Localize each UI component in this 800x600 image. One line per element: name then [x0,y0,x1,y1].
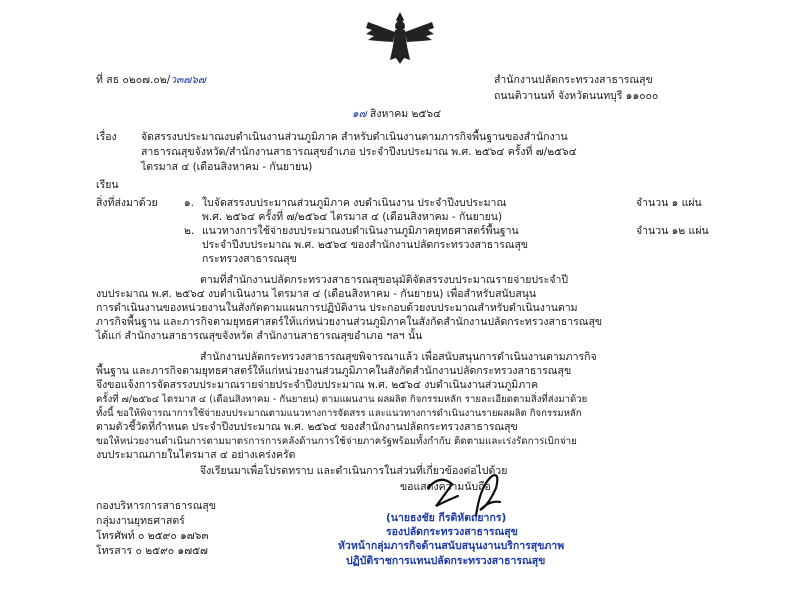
enclosure-2-line3: กระทรวงสาธารณสุข [202,253,297,265]
subject-line-3: ไตรมาส ๔ (เดือนสิงหาคม - กันยายน) [141,161,313,173]
signer-name: (นายธงชัย กีรติหัตถยากร) [386,512,507,524]
enclosure-1-qty: จำนวน ๑ แผ่น [636,197,702,209]
para1-line3: การดำเนินงานของหน่วยงานในสังกัดตามแผนการปฏิบัติงาน ประกอบด้วยงบประมาณสำหรับดำเนินงานตาม [96,302,578,314]
para2-line7: ขอให้หน่วยงานดำเนินการตามมาตรการการคลังด้านการใช้จ่ายภาครัฐพร้อมทั้งกำกับ ติดตามและเร่งรัดการเบิกจ่าย [96,436,577,447]
subject-label: เรื่อง [96,131,117,143]
enclosure-1-line1: ใบจัดสรรงบประมาณส่วนภูมิภาค งบดำเนินงาน ประจำปีงบประมาณ [202,197,507,209]
contact-dept-2: กลุ่มงานยุทธศาสตร์ [96,515,185,527]
subject-line-1: จัดสรรงบประมาณงบดำเนินงานส่วนภูมิภาค สำหรับดำเนินงานตามภารกิจพื้นฐานของสำนักงาน [141,131,568,143]
regards: ขอแสดงความนับถือ [400,481,491,493]
para1-line2: งบประมาณ พ.ศ. ๒๕๖๔ งบดำเนินงาน ไตรมาส ๔ (เดือนสิงหาคม - กันยายน) เพื่อสำหรับสนับสนุน [96,288,537,300]
para2-line3: จึงขอแจ้งการจัดสรรงบประมาณรายจ่ายประจำปีงบประมาณ พ.ศ. ๒๕๖๔ งบดำเนินงานส่วนภูมิภาค [96,379,539,391]
date-day-handwritten: ๑๗ [352,108,367,120]
para1-line1: ตามที่สำนักงานปลัดกระทรวงสาธารณสุขอนุมัติจัดสรรงบประมาณรายจ่ายประจำปี [200,274,569,286]
enclosure-1-line2: พ.ศ. ๒๕๖๔ ครั้งที่ ๗/๒๕๖๔ ไตรมาส ๔ (เดือนสิงหาคม - กันยายน) [202,211,503,223]
para2-line6: ตามตัวชี้วัดที่กำหนด ประจำปีงบประมาณ พ.ศ. ๒๕๖๔ ของสำนักงานปลัดกระทรวงสาธารณสุข [96,421,518,433]
para1-line5: ได้แก่ สำนักงานสาธารณสุขจังหวัด สำนักงานสาธารณสุขอำเภอ ฯลฯ นั้น [96,330,423,342]
signer-title-2: หัวหน้ากลุ่มภารกิจด้านสนับสนุนงานบริการสุขภาพ [338,540,565,552]
para1-line4: ภารกิจพื้นฐาน และภารกิจตามยุทธศาสตร์ให้แก่หน่วยงานส่วนภูมิภาคในสังกัดสำนักงานปลัดกระทรวงสาธารณสุข [96,316,603,328]
enclosure-2-num: ๒. [184,225,195,237]
signer-title-3: ปฏิบัติราชการแทนปลัดกระทรวงสาธารณสุข [346,555,546,567]
enclosure-2-line1: แนวทางการใช้จ่ายงบประมาณงบดำเนินงานภูมิภาคยุทธศาสตร์พื้นฐาน [202,225,519,237]
org-address-line1: สำนักงานปลัดกระทรวงสาธารณสุข [494,74,653,86]
signer-title-1: รองปลัดกระทรวงสาธารณสุข [386,526,518,538]
reference-handwritten: ว๓๗๖๗ [170,74,206,86]
reference-number: ที่ สธ ๐๒๐๗.๐๒/ว๓๗๖๗ [96,74,206,86]
enclosure-1-num: ๑. [184,197,195,209]
enclosure-2-qty: จำนวน ๑๒ แผ่น [636,225,709,237]
garuda-emblem-icon [362,8,438,66]
org-address-line2: ถนนติวานนท์ จังหวัดนนทบุรี ๑๑๐๐๐ [494,90,659,102]
contact-phone: โทรศัพท์ ๐ ๒๕๙๐ ๑๗๖๓ [96,530,209,542]
para2-line1: สำนักงานปลัดกระทรวงสาธารณสุขพิจารณาแล้ว เพื่อสนับสนุนการดำเนินงานตามภารกิจ [200,351,597,363]
salutation: เรียน [96,179,119,191]
contact-fax: โทรสาร ๐ ๒๕๙๐ ๑๗๕๗ [96,545,208,557]
closing-sentence: จึงเรียนมาเพื่อโปรดทราบ และดำเนินการในส่วนที่เกี่ยวข้องต่อไปด้วย [200,465,508,477]
para2-line8: งบประมาณภายในไตรมาส ๔ อย่างเคร่งครัด [96,449,296,461]
para2-line5: ทั้งนี้ ขอให้พิจารณาการใช้จ่ายงบประมาณตามแนวทางการจัดสรร และแนวทางการดำเนินงานรายผลผลิต กิจกรรมหลัก [96,408,582,419]
para2-line4: ครั้งที่ ๗/๒๕๖๔ ไตรมาส ๔ (เดือนสิงหาคม - กันยายน) ตามแผนงาน ผลผลิต กิจกรรมหลัก รายละเอียดตามสิ่งที่ส่งมาด้วย [96,394,588,405]
para2-line2: พื้นฐาน และภารกิจตามยุทธศาสตร์ให้แก่หน่วยงานส่วนภูมิภาคในสังกัดสำนักงานปลัดกระทรวงสาธารณสุข [96,365,572,377]
enclosures-label: สิ่งที่ส่งมาด้วย [96,197,158,209]
subject-line-2: สาธารณสุขจังหวัด/สำนักงานสาธารณสุขอำเภอ ประจำปีงบประมาณ พ.ศ. ๒๕๖๔ ครั้งที่ ๗/๒๕๖๔ [141,146,577,158]
contact-dept-1: กองบริหารการสาธารณสุข [96,500,217,512]
letter-date: ๑๗ สิงหาคม ๒๕๖๔ [352,108,442,120]
enclosure-2-line2: ประจำปีงบประมาณ พ.ศ. ๒๕๖๔ ของสำนักงานปลัดกระทรวงสาธารณสุข [202,239,529,251]
